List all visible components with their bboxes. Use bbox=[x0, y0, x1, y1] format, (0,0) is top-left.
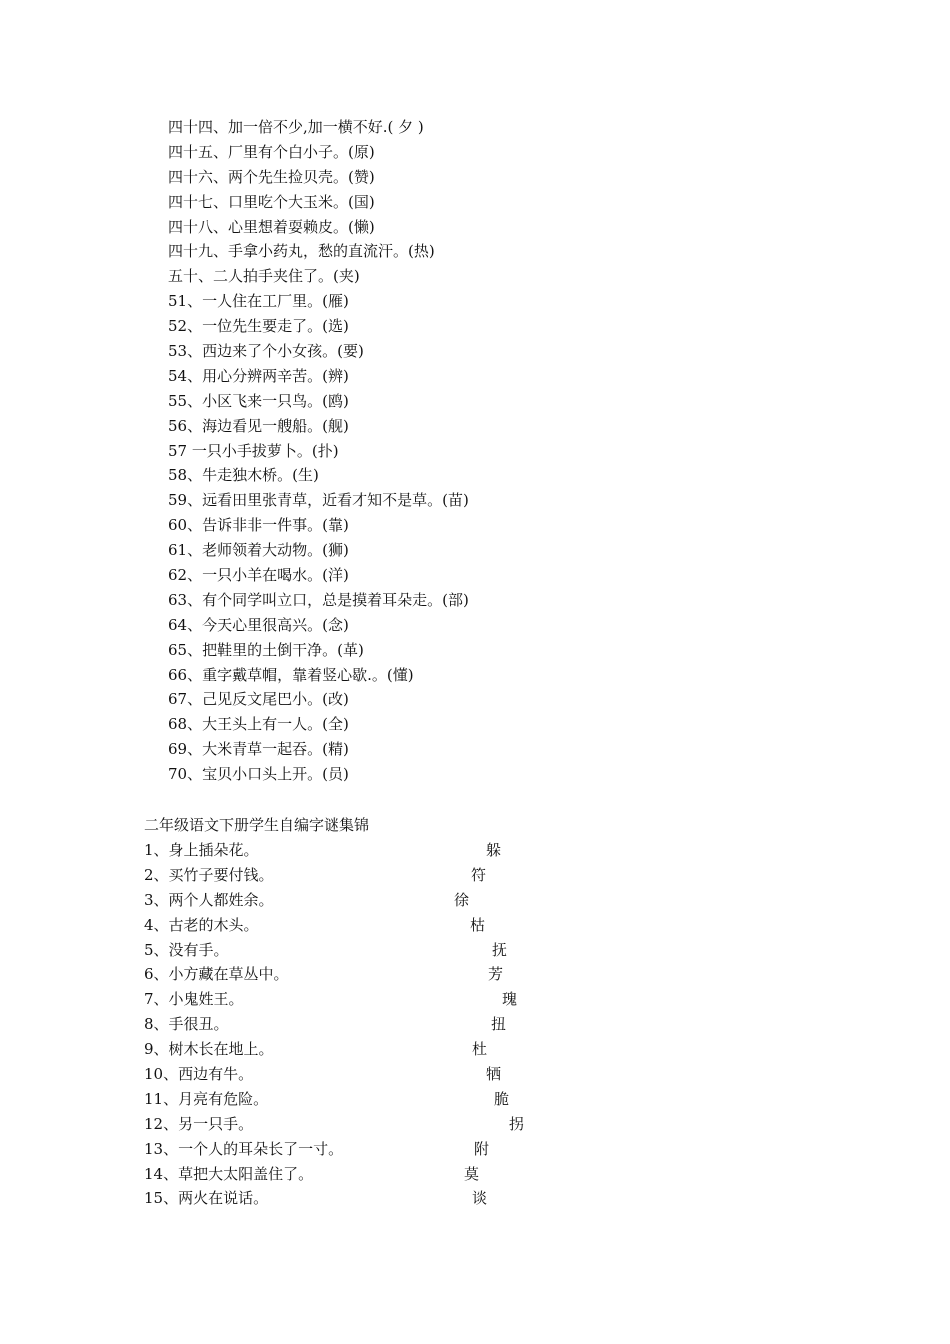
riddle-question: 9、树木长在地上。 bbox=[144, 1040, 274, 1059]
riddle-question: 14、草把大太阳盖住了。 bbox=[144, 1164, 314, 1183]
riddle-line: 64、今天心里很高兴。(念) bbox=[168, 615, 349, 634]
riddle-item bbox=[144, 1112, 844, 1137]
riddle-answer: 芳 bbox=[488, 965, 504, 984]
riddle-question: 13、一个人的耳朵长了一寸。 bbox=[144, 1139, 344, 1158]
riddle-line: 五十、二人拍手夹住了。(夹) bbox=[168, 267, 360, 286]
riddle-line: 57 一只小手拔萝卜。(扑) bbox=[168, 441, 339, 460]
riddle-item bbox=[144, 1012, 844, 1037]
riddle-item bbox=[144, 1087, 844, 1112]
riddle-item bbox=[144, 962, 844, 987]
riddle-question: 3、两个人都姓余。 bbox=[144, 890, 274, 909]
riddle-answer: 附 bbox=[474, 1139, 490, 1158]
riddle-answer: 躲 bbox=[486, 841, 502, 859]
riddle-line: 四十六、两个先生捡贝壳。(赞) bbox=[168, 167, 375, 186]
riddle-answer: 牺 bbox=[486, 1065, 502, 1084]
riddle-question: 11、月亮有危险。 bbox=[144, 1089, 269, 1108]
riddle-answer: 脆 bbox=[494, 1089, 510, 1108]
riddle-line: 59、远看田里张青草，近看才知不是草。(苗) bbox=[168, 491, 469, 510]
riddle-item bbox=[144, 1162, 844, 1187]
riddle-line: 53、西边来了个小女孩。(要) bbox=[168, 342, 364, 361]
riddle-line: 51、一人住在工厂里。(雁) bbox=[168, 292, 349, 311]
riddle-question: 15、两火在说话。 bbox=[144, 1189, 269, 1208]
riddle-question: 2、买竹子要付钱。 bbox=[144, 865, 274, 884]
riddle-question: 4、古老的木头。 bbox=[144, 915, 259, 934]
riddle-line: 68、大王头上有一人。(全) bbox=[168, 715, 349, 734]
riddle-question: 10、西边有牛。 bbox=[144, 1065, 254, 1084]
riddle-item bbox=[144, 888, 844, 913]
riddle-line: 69、大米青草一起吞。(精) bbox=[168, 740, 349, 759]
riddle-line: 四十四、加一倍不少,加一横不好.( 夕 ) bbox=[168, 118, 424, 136]
riddle-line: 56、海边看见一艘船。(舰) bbox=[168, 416, 349, 435]
riddle-question: 8、手很丑。 bbox=[144, 1015, 229, 1034]
riddle-answer: 拐 bbox=[509, 1114, 525, 1133]
riddle-item bbox=[144, 1062, 844, 1087]
riddle-answer: 杜 bbox=[472, 1040, 488, 1059]
riddle-item bbox=[144, 1037, 844, 1062]
riddle-answer: 徐 bbox=[454, 890, 470, 909]
riddle-item bbox=[144, 987, 844, 1012]
riddle-line: 58、牛走独木桥。(生) bbox=[168, 466, 319, 485]
riddle-line: 55、小区飞来一只鸟。(鸥) bbox=[168, 391, 349, 410]
riddle-answer: 抚 bbox=[492, 940, 508, 959]
riddle-answer: 谈 bbox=[472, 1189, 488, 1208]
riddle-line: 四十九、手拿小药丸，愁的直流汗。(热) bbox=[168, 242, 435, 261]
riddle-answer-list bbox=[144, 838, 844, 1211]
riddle-line: 67、己见反文尾巴小。(改) bbox=[168, 690, 349, 709]
riddle-line: 四十五、厂里有个白小子。(原) bbox=[168, 142, 375, 161]
riddle-item bbox=[144, 838, 844, 863]
riddle-line: 70、宝贝小口头上开。(员) bbox=[168, 765, 349, 784]
riddle-item bbox=[144, 938, 844, 963]
riddle-item bbox=[144, 1186, 844, 1211]
riddle-answer: 符 bbox=[471, 865, 487, 884]
riddle-question: 6、小方藏在草丛中。 bbox=[144, 965, 289, 984]
riddle-answer: 瑰 bbox=[502, 990, 518, 1009]
riddle-answer: 莫 bbox=[464, 1164, 480, 1183]
riddle-line: 61、老师领着大动物。(狮) bbox=[168, 541, 349, 560]
riddle-item bbox=[144, 1137, 844, 1162]
riddle-line: 63、有个同学叫立口，总是摸着耳朵走。(部) bbox=[168, 590, 469, 609]
riddle-list bbox=[168, 115, 768, 787]
riddle-question: 1、身上插朵花。 bbox=[144, 841, 259, 859]
riddle-item bbox=[144, 913, 844, 938]
riddle-question: 7、小鬼姓王。 bbox=[144, 990, 244, 1009]
riddle-question: 12、另一只手。 bbox=[144, 1114, 254, 1133]
riddle-line: 四十八、心里想着耍赖皮。(懒) bbox=[168, 217, 375, 236]
riddle-line: 54、用心分辨两辛苦。(辨) bbox=[168, 366, 349, 385]
riddle-question: 5、没有手。 bbox=[144, 940, 229, 959]
riddle-line: 66、重字戴草帽，靠着竖心歇.。(懂) bbox=[168, 665, 414, 684]
riddle-line: 65、把鞋里的土倒干净。(革) bbox=[168, 640, 364, 659]
riddle-line: 52、一位先生要走了。(选) bbox=[168, 317, 349, 336]
riddle-line: 60、告诉非非一件事。(靠) bbox=[168, 516, 349, 535]
riddle-answer: 枯 bbox=[470, 915, 486, 934]
riddle-line: 四十七、口里吃个大玉米。(国) bbox=[168, 192, 375, 211]
riddle-answer: 扭 bbox=[491, 1015, 507, 1034]
section-title: 二年级语文下册学生自编字谜集锦 bbox=[144, 816, 370, 834]
riddle-item bbox=[144, 863, 844, 888]
riddle-line: 62、一只小羊在喝水。(洋) bbox=[168, 566, 349, 585]
